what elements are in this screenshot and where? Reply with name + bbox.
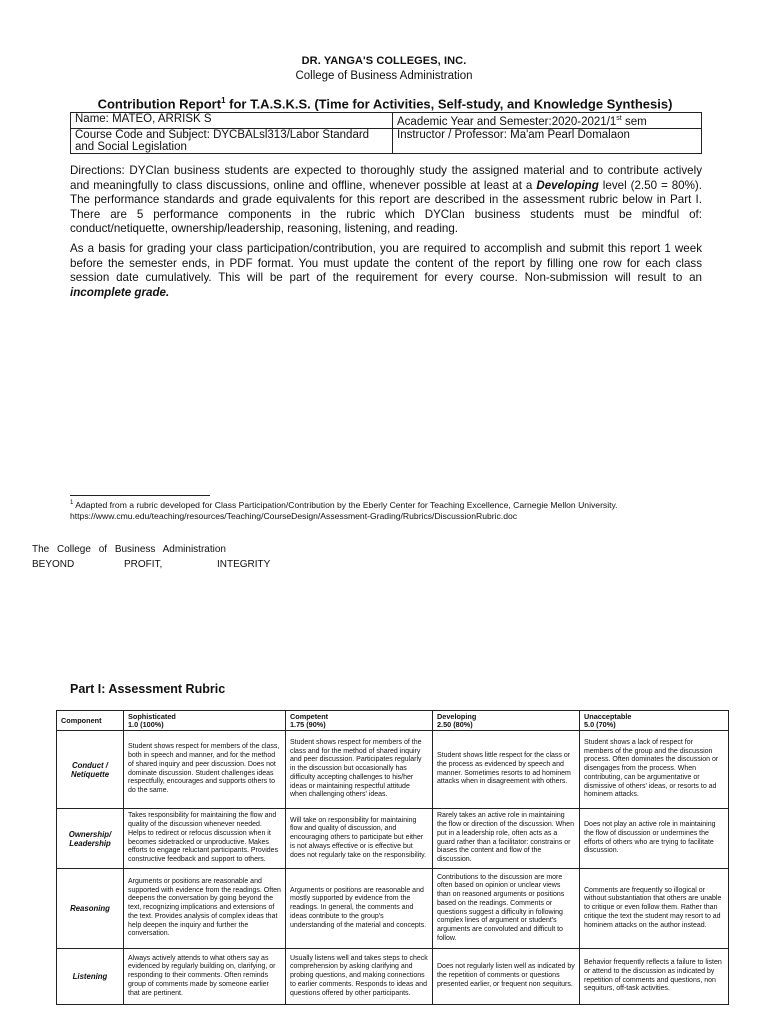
report-title: [70, 96, 700, 111]
rubric-cell: Does not play an active role in maintaining the flow of discussion or undermines the efforts of others who are trying to facilitate discussion.: [580, 809, 729, 869]
rubric-header-row: [57, 711, 729, 731]
directions-paragraph: [70, 164, 702, 237]
rubric-cell: Always actively attends to what others say as evidenced by regularly building on, clarifying, or responding to their comments. Often reminds group of comments made by someone earlier that are pertinent.: [124, 949, 286, 1005]
college-footer-name: The College of Business Administration: [32, 544, 226, 555]
rubric-component-label: Ownership/ Leadership: [57, 809, 124, 869]
rubric-component-label: Conduct / Netiquette: [57, 731, 124, 809]
rubric-header-competent: Competent 1.75 (90%): [286, 711, 433, 731]
school-name: DR. YANGA'S COLLEGES, INC.: [301, 55, 467, 67]
motto-word-integrity: INTEGRITY: [217, 559, 271, 570]
student-info-table: [70, 112, 702, 154]
rubric-header-component: Component: [57, 711, 124, 731]
course-cell: Course Code and Subject: DYCBALsl313/Labor Standard and Social Legislation: [71, 128, 393, 153]
rubric-cell: Usually listens well and takes steps to check comprehension by asking clarifying and probing questions, and making connections to earlier comments. Responds to ideas and questions offered by other participants.: [286, 949, 433, 1005]
motto-word-beyond: BEYOND: [32, 559, 75, 570]
footnote-mark: 1: [70, 500, 74, 506]
grading-basis-text: As a basis for grading your class participation/contribution, you are required to accomplish and submit this report 1 week before the semester ends, in PDF format. You must update the content of the report by filling one row for each class session date cumulatively. This will be part of the requirement for every course. Non-submission will result to an: [70, 242, 702, 284]
rubric-cell: Takes responsibility for maintaining the flow and quality of the discussion whenever needed. Helps to redirect or refocus discussion when it becomes sidetracked or unproductive. Makes efforts to engage reluctant participants. Provides constructive feedback and support to others.: [124, 809, 286, 869]
rubric-row-reasoning: [57, 869, 729, 949]
report-title-rest: for T.A.S.K.S. (Time for Activities, Self-study, and Knowledge Synthesis): [225, 96, 673, 112]
college-motto: [32, 559, 270, 570]
rubric-cell: Will take on responsibility for maintaining flow and quality of discussion, and encouraging others to participate but either is not always effective or is effective but does not regularly take on the responsibility.: [286, 809, 433, 869]
motto-word-profit: PROFIT,: [124, 559, 163, 570]
report-title-main: Contribution Report: [97, 96, 222, 112]
rubric-cell: Student shows a lack of respect for members of the group and the discussion process. Often dominates the discussion or disengages from the process. When contributing, can be argumentative or dismissive of others' ideas, or resorts to ad hominem attacks.: [580, 731, 729, 809]
rubric-component-label: Listening: [57, 949, 124, 1005]
rubric-cell: Student shows little respect for the class or the process as evidenced by speech and manner. Sometimes resorts to ad hominem attacks when in disagreement with others.: [433, 731, 580, 809]
semester-ordinal: st: [616, 115, 622, 122]
incomplete-grade-emphasis: incomplete grade.: [70, 285, 170, 299]
grading-basis-paragraph: [70, 242, 702, 300]
rubric-cell: Contributions to the discussion are more often based on opinion or unclear views than on reasoned arguments or positions based on the readings. Comments or questions suggest a difficulty in following complex lines of argument or student's arguments are convoluted and difficult to follow.: [433, 869, 580, 949]
rubric-component-label: Reasoning: [57, 869, 124, 949]
student-name-cell: Name: MATEO, ARRISK S: [71, 113, 393, 129]
rubric-cell: Student shows respect for members of the class and for the method of shared inquiry and peer discussion. Participates regularly in the discussion but occasionally has difficulty accepting challenges to his/her ideas or maintaining respectful attitude when challenging others' ideas.: [286, 731, 433, 809]
rubric-cell: Does not regularly listen well as indicated by the repetition of comments or questions presented earlier, or frequent non sequiturs.: [433, 949, 580, 1005]
part1-title: Part I: Assessment Rubric: [70, 682, 226, 696]
rubric-row-listening: [57, 949, 729, 1005]
footnote: [70, 498, 710, 522]
rubric-row-conduct: [57, 731, 729, 809]
directions-text-a: Directions: DYClan business students are expected to thoroughly study the assigned material and to contribute actively and meaningfully to class discussions, online and offline, whenever possible at least at a: [70, 164, 702, 192]
semester-suffix: sem: [621, 115, 647, 128]
rubric-header-sophisticated: Sophisticated 1.0 (100%): [124, 711, 286, 731]
rubric-cell: Rarely takes an active role in maintaining the flow or direction of the discussion. When put in a leadership role, often acts as a guard rather than a facilitator: constrains or biases the content and flow of the discussion.: [433, 809, 580, 869]
footnote-divider: [70, 495, 210, 496]
instructor-cell: Instructor / Professor: Ma'am Pearl Domalaon: [393, 128, 702, 153]
rubric-cell: Behavior frequently reflects a failure to listen or attend to the discussion as indicated by repetition of comments and questions, non sequiturs, off-task activities.: [580, 949, 729, 1005]
college-name: College of Business Administration: [295, 70, 473, 82]
directions-text-b: level (2.50 = 80%). The performance standards and grade equivalents for this report are described in the assessment rubric below in Part I. There are 5 performance components in the rubric which DYClan business students must be mindful of: conduct/netiquette, ownership/leadership, reasoning, listening, and reading.: [70, 178, 702, 235]
academic-year-cell: [393, 113, 702, 129]
rubric-cell: Student shows respect for members of the class, both in speech and manner, and for the method of shared inquiry and peer discussion. Does not dominate discussion. Student challenges ideas respectfully, encourages and supports others to do the same.: [124, 731, 286, 809]
rubric-header-unacceptable: Unacceptable 5.0 (70%): [580, 711, 729, 731]
footnote-url: https://www.cmu.edu/teaching/resources/Teaching/CourseDesign/Assessment-Grading/Rubrics/DiscussionRubric.doc: [70, 510, 518, 521]
footnote-ref: 1: [221, 96, 226, 105]
rubric-cell: Arguments or positions are reasonable and mostly supported by evidence from the readings. In general, the comments and ideas contribute to the group's understanding of the material and concepts.: [286, 869, 433, 949]
rubric-row-ownership: [57, 809, 729, 869]
rubric-header-developing: Developing 2.50 (80%): [433, 711, 580, 731]
academic-year-label: Academic Year and Semester:2020-2021/1: [397, 115, 617, 128]
developing-emphasis: Developing: [536, 178, 599, 192]
rubric-cell: Arguments or positions are reasonable and supported with evidence from the readings. Often deepens the conversation by going beyond the text, recognizing implications and extensions of the text. Provides analysis of complex ideas that help deepen the inquiry and further the conversation.: [124, 869, 286, 949]
footnote-source: Adapted from a rubric developed for Class Participation/Contribution by the Eberly Center for Teaching Excellence, Carnegie Mellon University.: [73, 499, 618, 510]
assessment-rubric-table: [56, 710, 729, 1005]
rubric-cell: Comments are frequently so illogical or without substantiation that others are unable to critique or even follow them. Rather than critique the text the student may resort to ad hominem attacks on the author instead.: [580, 869, 729, 949]
